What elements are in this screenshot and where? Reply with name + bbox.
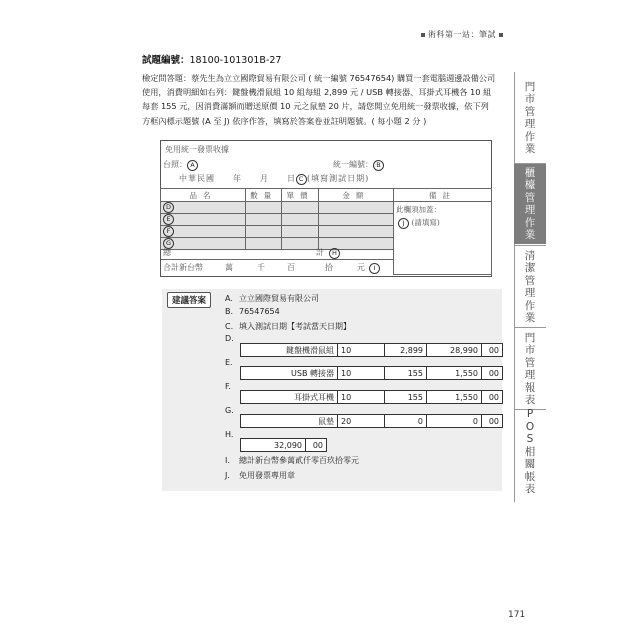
marker-b: B bbox=[373, 160, 384, 171]
marker-g: G bbox=[163, 238, 174, 249]
question-id bbox=[142, 52, 281, 66]
answer-g-letter: G. bbox=[225, 406, 234, 415]
answer-amount: 1,550 bbox=[427, 391, 482, 404]
answer-b bbox=[225, 307, 280, 316]
tab-label: 門市管理作業 bbox=[524, 80, 536, 155]
answer-e-table bbox=[240, 366, 503, 380]
receipt-item-table bbox=[160, 188, 394, 250]
marker-j: J bbox=[398, 218, 409, 229]
answer-cents: 00 bbox=[482, 344, 503, 357]
receipt-form bbox=[160, 140, 492, 277]
answer-amount: 0 bbox=[427, 415, 482, 428]
running-header-title: 術科第一站：筆試 bbox=[428, 30, 496, 39]
receipt-total-row bbox=[163, 247, 391, 258]
answer-cents: 00 bbox=[482, 415, 503, 428]
answer-letter: C. bbox=[225, 322, 234, 331]
answer-price: 155 bbox=[385, 391, 427, 404]
answer-e-letter: E. bbox=[225, 358, 233, 367]
marker-e: E bbox=[163, 214, 174, 225]
answer-text: 76547654 bbox=[239, 307, 280, 316]
receipt-taxid-row bbox=[333, 159, 384, 171]
remark-hint: (請填寫) bbox=[411, 218, 440, 227]
answer-item: 鍵盤機滑鼠組 bbox=[241, 344, 338, 357]
tab-label: 門市管理報表 bbox=[524, 331, 536, 406]
col-qty: 數量 bbox=[245, 189, 281, 202]
answer-j bbox=[225, 470, 295, 481]
col-amount: 金額 bbox=[318, 189, 393, 202]
answer-letter: B. bbox=[225, 307, 234, 316]
answer-i bbox=[225, 455, 359, 466]
answer-text: 填入測試日期【考試當天日期】 bbox=[239, 322, 351, 331]
answer-qty: 10 bbox=[338, 391, 385, 404]
answer-total-cents: 00 bbox=[306, 439, 327, 452]
answer-h-table bbox=[240, 438, 327, 452]
date-label: 中華民國 年 月 日 bbox=[179, 174, 296, 183]
tab-store-reports[interactable] bbox=[514, 330, 546, 408]
receipt-date-row bbox=[179, 173, 369, 185]
marker-c: C bbox=[296, 174, 307, 185]
answer-d-table bbox=[240, 343, 503, 357]
date-hint: (填寫測試日期) bbox=[307, 174, 370, 183]
answer-qty: 10 bbox=[338, 344, 385, 357]
marker-h: H bbox=[329, 248, 340, 259]
answer-qty: 20 bbox=[338, 415, 385, 428]
tab-counter-management[interactable] bbox=[514, 164, 546, 244]
col-price: 單價 bbox=[282, 189, 318, 202]
marker-a: A bbox=[187, 160, 198, 171]
square-bullet-icon bbox=[421, 33, 425, 37]
unit-bai: 百 bbox=[287, 263, 295, 272]
item-cell bbox=[161, 214, 246, 226]
col-remark: 備註 bbox=[394, 189, 492, 202]
square-bullet-icon bbox=[499, 33, 503, 37]
remark-label: 此欄須加蓋： bbox=[396, 205, 441, 214]
answer-letter: I. bbox=[225, 456, 230, 465]
tab-cleaning-management[interactable] bbox=[514, 248, 546, 326]
answer-cents: 00 bbox=[482, 391, 503, 404]
unit-yuan: 元 bbox=[357, 263, 365, 272]
tax-id-label: 統一編號： bbox=[333, 160, 373, 169]
answer-c bbox=[225, 321, 351, 332]
question-id-label: 試題編號： bbox=[142, 55, 190, 66]
tab-label: 櫃檯管理作業 bbox=[524, 166, 536, 241]
answer-price: 0 bbox=[385, 415, 427, 428]
marker-d: D bbox=[163, 202, 174, 213]
tab-label: 清潔管理作業 bbox=[524, 249, 536, 324]
tab-pos-reports[interactable] bbox=[514, 408, 546, 496]
answer-letter: A. bbox=[225, 294, 233, 303]
answer-amount: 1,550 bbox=[427, 367, 482, 380]
answer-item: 鼠墊 bbox=[241, 415, 338, 428]
unit-wan: 萬 bbox=[225, 263, 233, 272]
total-label: 總 bbox=[163, 248, 171, 257]
col-item: 品名 bbox=[161, 189, 246, 202]
answer-price: 155 bbox=[385, 367, 427, 380]
item-cell bbox=[161, 202, 246, 214]
answer-f-letter: F. bbox=[225, 382, 231, 391]
item-cell bbox=[161, 226, 246, 238]
answer-text: 總計新台幣參萬貳仟零百玖拾零元 bbox=[239, 456, 359, 465]
answer-item: USB 轉接器 bbox=[241, 367, 338, 380]
receipt-grand-total-row bbox=[163, 262, 391, 273]
receipt-title: 免用統一發票收據 bbox=[165, 145, 229, 154]
answer-item: 耳掛式耳機 bbox=[241, 391, 338, 404]
question-id-value: 18100-101301B-27 bbox=[189, 55, 282, 66]
question-intro: 檢定問答題：蔡先生為立立國際貿易有限公司 ( 統一編號 76547654) 購買一套電腦週邊設備公司使用，消費明細如右列：鍵盤機滑鼠組 10 組每組 2,899 元 / USB 轉接器、耳掛式耳機各 10 組每套 155 元，因消費滿額而贈送原價 10 元之鼠墊 20 片，請您開立免用統一發票收據，依下列方框內標示題號 (A 至 J) 依序作答，填寫於答案卷並註明題號。( 每小題 2 分 ) bbox=[142, 73, 496, 126]
answer-f-table bbox=[240, 390, 503, 404]
tab-store-management[interactable] bbox=[514, 78, 546, 158]
answer-badge: 建議答案 bbox=[167, 292, 211, 308]
answer-cents: 00 bbox=[482, 367, 503, 380]
unit-qian: 千 bbox=[257, 263, 265, 272]
marker-f: F bbox=[163, 226, 174, 237]
answer-a bbox=[225, 293, 319, 304]
total-label-2: 計 bbox=[316, 248, 324, 257]
answer-total-amount: 32,090 bbox=[241, 439, 306, 452]
receipt-remark-table bbox=[393, 188, 492, 275]
page-number: 171 bbox=[508, 610, 526, 620]
grand-total-label: 合計新台幣 bbox=[163, 263, 203, 272]
answer-amount: 28,990 bbox=[427, 344, 482, 357]
unit-shi: 拾 bbox=[325, 263, 333, 272]
answer-d-letter: D. bbox=[225, 334, 234, 343]
buyer-label: 台照： bbox=[163, 160, 187, 169]
tab-label: POS相關帳表 bbox=[524, 408, 536, 496]
answer-h-letter: H. bbox=[225, 430, 234, 439]
running-header bbox=[418, 29, 506, 40]
answer-text: 免用發票專用章 bbox=[239, 471, 295, 480]
answer-price: 2,899 bbox=[385, 344, 427, 357]
marker-i: I bbox=[369, 263, 380, 274]
answer-text: 立立國際貿易有限公司 bbox=[239, 294, 319, 303]
answer-g-table bbox=[240, 414, 503, 428]
receipt-buyer-row bbox=[163, 159, 198, 171]
answer-letter: J. bbox=[225, 471, 230, 480]
answer-qty: 10 bbox=[338, 367, 385, 380]
